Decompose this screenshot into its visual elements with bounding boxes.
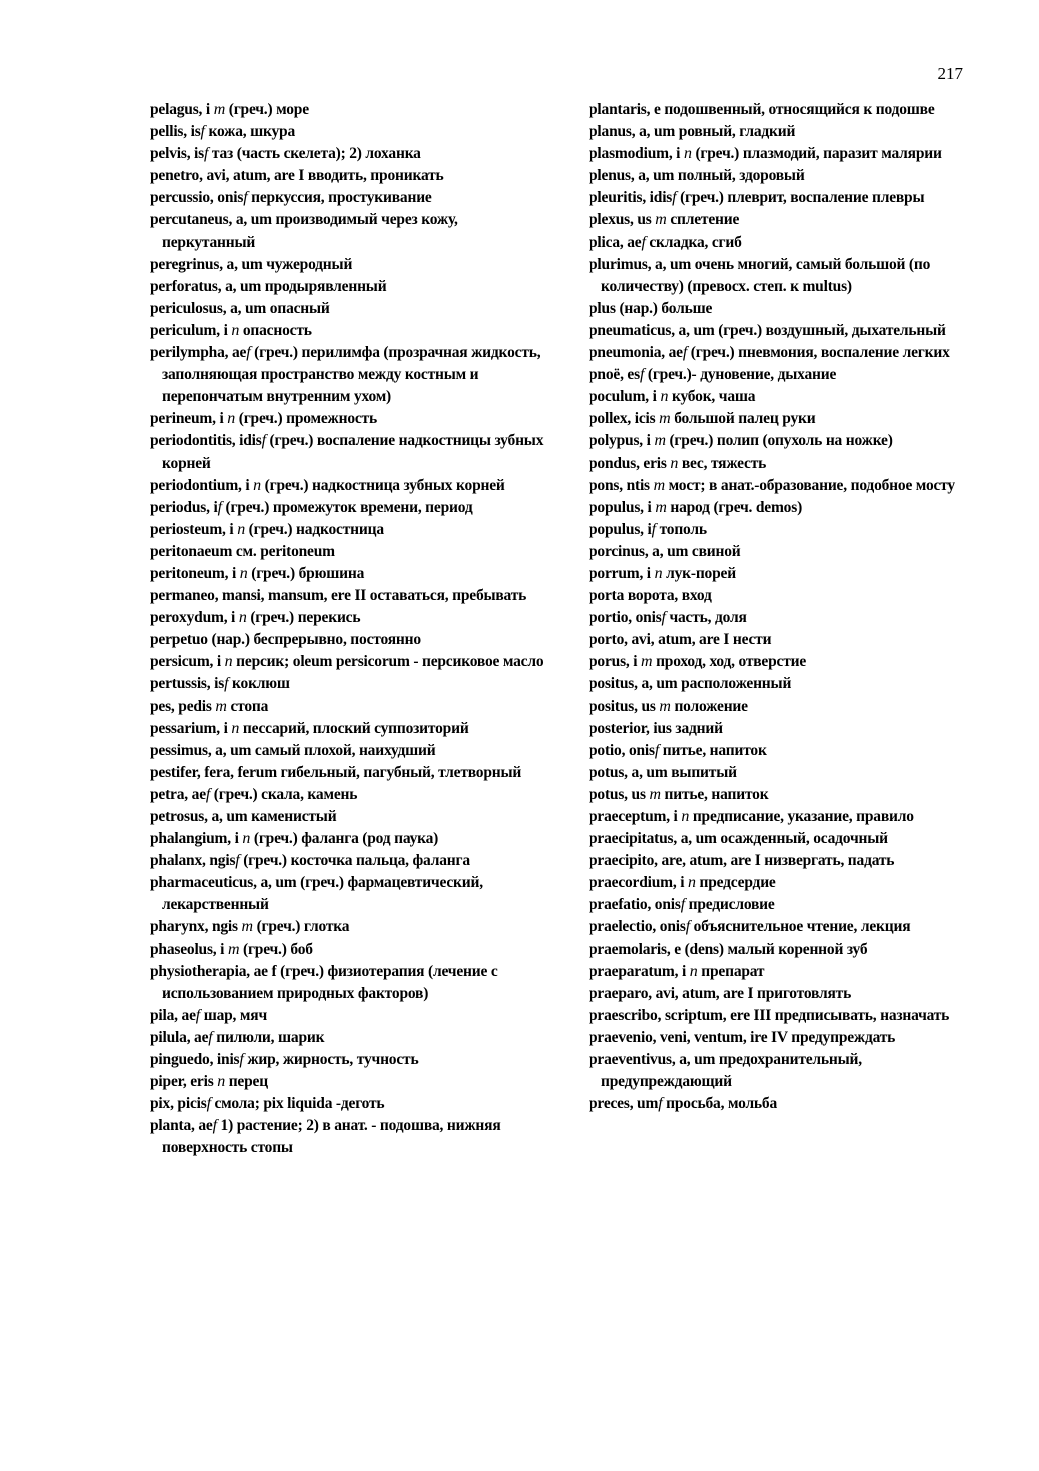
entry-headword: phaseolus, i [150,940,228,958]
entry-gender: f [205,785,211,803]
entry-gender: f [261,432,266,450]
entry-gender: f [208,1028,213,1046]
entry-headword: pharmaceuticus, a, um (греч.) фармацевтический, лекарственный [150,874,483,914]
dictionary-entry [589,651,979,673]
dictionary-entry [150,740,545,762]
dictionary-entry [589,187,979,209]
dictionary-entry [150,1115,545,1159]
entry-gender: n [660,388,669,406]
entry-gender: f [203,145,209,163]
entry-definition: (греч.) перилимфа (прозрачная жидкость, заполняющая пространство между костным и перепончатым внутренним ухом) [162,344,541,406]
entry-gender: m [241,918,253,936]
entry-headword: potus, us [589,785,650,803]
entry-headword: piper, eris [150,1073,218,1091]
dictionary-entry [589,673,979,695]
dictionary-entry [589,364,979,386]
entry-headword: periculosus, a, um опасный [150,299,330,317]
entry-headword: polypus, i [589,432,655,450]
dictionary-entry [589,430,979,452]
entry-headword: peregrinus, a, um чужеродный [150,255,353,273]
entry-definition: опасность [239,321,312,339]
entry-gender: m [654,432,666,450]
entry-definition: положение [670,697,748,715]
dictionary-entry [150,762,545,784]
entry-definition: жир, жирность, тучность [243,1051,419,1069]
dictionary-entry [150,872,545,916]
dictionary-entry [150,541,545,563]
entry-headword: pollex, icis [589,410,660,428]
dictionary-entry [150,342,545,408]
entry-headword: praefatio, onis [589,896,681,914]
entry-definition: смола; pix liquida -деготь [210,1095,385,1113]
dictionary-entry [589,519,979,541]
entry-headword: petra, ae [150,785,206,803]
entry-gender: n [231,321,240,339]
entry-definition: (греч.) фаланга (род паука) [250,830,439,848]
entry-headword: populus, i [589,498,656,516]
entry-headword: pestifer, fera, ferum гибельный, пагубный, тлетворный [150,763,522,781]
entry-definition: (греч.) плазмодий, паразит малярии [691,145,942,163]
dictionary-entry [150,99,545,121]
dictionary-entry [589,232,979,254]
dictionary-entry [150,254,545,276]
entry-definition: (греч.) надкостница зубных корней [260,476,505,494]
entry-definition: (греч.) промежуток времени, период [221,498,473,516]
entry-definition: часть, доля [665,609,747,627]
dictionary-entry [589,939,979,961]
entry-headword: pessimus, a, um самый плохой, наихудший [150,741,436,759]
entry-headword: penetro, avi, atum, are I вводить, проникать [150,167,444,185]
dictionary-entry [150,806,545,828]
entry-headword: praelectio, onis [589,918,686,936]
entry-gender: f [661,609,666,627]
entry-headword: plenus, a, um полный, здоровый [589,167,805,185]
entry-headword: pilula, ae [150,1028,209,1046]
entry-headword: positus, us [589,697,660,715]
dictionary-entry [150,961,545,1005]
entry-headword: phalangium, i [150,830,243,848]
entry-gender: m [215,697,227,715]
entry-headword: phalanx, ngis [150,852,236,870]
entry-headword: peritoneum, i [150,564,240,582]
dictionary-entry [150,187,545,209]
entry-gender: m [227,940,240,958]
entry-headword: periodus, i [150,498,218,516]
dictionary-entry [589,696,979,718]
entry-gender: n [253,476,261,494]
dictionary-entry [589,828,979,850]
entry-definition: таз (часть скелета); 2) лоханка [208,145,421,163]
entry-definition: объяснительное чтение, лекция [689,918,911,936]
entry-definition: (греч.) глотка [252,918,350,936]
entry-headword: periodontium, i [150,476,254,494]
entry-definition: (греч.) скала, камень [210,785,358,803]
dictionary-entry [150,916,545,938]
dictionary-entry [150,850,545,872]
entry-headword: pondus, eris [589,454,671,472]
dictionary-entry [150,121,545,143]
entry-gender: n [242,830,251,848]
entry-gender: f [246,344,251,362]
dictionary-entry [150,1027,545,1049]
entry-definition: коклюш [228,675,290,693]
entry-headword: plasmodium, i [589,145,684,163]
dictionary-entry [589,718,979,740]
entry-gender: m [649,785,661,803]
entry-gender: n [654,564,663,582]
dictionary-entry [589,806,979,828]
entry-definition: вес, тяжесть [678,454,767,472]
entry-headword: plus (нар.) больше [589,299,713,317]
entry-headword: pelvis, is [150,145,204,163]
dictionary-entry [150,939,545,961]
entry-headword: percussio, onis [150,189,244,207]
entry-definition: (греч.) косточка пальца, фаланга [239,852,470,870]
dictionary-entry [150,519,545,541]
entry-headword: praeparatum, i [589,962,690,980]
entry-headword: porrum, i [589,564,655,582]
dictionary-entry [589,961,979,983]
entry-headword: percutaneus, a, um производимый через кожу, перкутанный [150,211,458,251]
entry-headword: permaneo, mansi, mansum, ere II оставаться, пребывать [150,587,527,605]
dictionary-entry [150,673,545,695]
entry-headword: peroxydum, i [150,609,239,627]
entry-headword: pes, pedis [150,697,216,715]
entry-headword: pelagus, i [150,101,214,118]
entry-headword: perilympha, ae [150,344,247,362]
entry-headword: plexus, us [589,211,656,229]
entry-headword: physiotherapia, ae f (греч.) физиотерапия (лечение с использованием природных факторов) [150,962,498,1002]
dictionary-entry [150,696,545,718]
dictionary-entry [589,209,979,231]
dictionary-entry [150,165,545,187]
dictionary-entry [150,607,545,629]
dictionary-entry [150,430,545,474]
entry-definition: пилюли, шарик [212,1028,325,1046]
entry-gender: m [659,410,671,428]
entry-headword: pinguedo, inis [150,1051,240,1069]
entry-headword: periculum, i [150,321,232,339]
entry-headword: porto, avi, atum, are I нести [589,631,772,649]
entry-headword: praescribo, scriptum, ere III предписывать, назначать [589,1006,950,1024]
entry-headword: planus, a, um ровный, гладкий [589,123,796,141]
entry-headword: populus, i [589,520,652,538]
entry-definition: пессарий, плоский суппозиторий [239,719,469,737]
entry-definition: тополь [655,520,707,538]
dictionary-entry [589,497,979,519]
dictionary-entry [589,563,979,585]
entry-headword: pertussis, is [150,675,225,693]
entry-gender: f [195,1006,201,1024]
entry-gender: f [658,1095,663,1113]
entry-definition: складка, сгиб [645,233,742,251]
dictionary-entry [150,629,545,651]
dictionary-entry [589,453,979,475]
entry-definition: (греч.) надкостница [245,520,384,538]
dictionary-entry [150,298,545,320]
entry-headword: perineum, i [150,410,228,428]
dictionary-entry [589,254,979,298]
entry-headword: praeceptum, i [589,808,682,825]
dictionary-entry [150,1093,545,1115]
entry-definition: (греч.) брюшина [247,564,365,582]
entry-headword: pons, ntis [589,476,654,494]
dictionary-entry [150,585,545,607]
dictionary-entry [150,408,545,430]
dictionary-entry [150,209,545,253]
entry-headword: periodontitis, idis [150,432,262,450]
dictionary-entry [589,629,979,651]
dictionary-entry [589,541,979,563]
entry-headword: pessarium, i [150,719,232,737]
entry-definition: сплетение [666,211,740,229]
entry-headword: porus, i [589,653,642,671]
entry-headword: pneumonia, ae [589,344,683,362]
entry-gender: f [685,918,690,936]
entry-definition: проход, ход, отверстие [652,653,807,671]
entry-gender: n [231,719,240,737]
dictionary-entry [150,718,545,740]
entry-headword: plurimus, a, um очень многий, самый большой (по количеству) (превосх. степ. к multus) [589,255,931,295]
dictionary-entry [150,784,545,806]
entry-definition: шар, мяч [200,1006,267,1024]
entry-headword: poculum, i [589,388,661,406]
entry-definition: мост; в анат.-образование, подобное мосту [664,476,955,494]
entry-definition: питье, напиток [659,741,767,759]
entry-gender: m [641,653,653,671]
entry-gender: f [654,741,660,759]
entry-headword: praeparo, avi, atum, are I приготовлять [589,984,852,1002]
dictionary-entry [589,99,979,121]
entry-headword: peritonaeum см. peritoneum [150,542,335,560]
dictionary-entry [589,121,979,143]
entry-gender: f [680,896,685,914]
entry-gender: f [651,520,656,538]
entry-headword: porta ворота, вход [589,587,712,605]
entry-gender: n [689,962,698,980]
dictionary-entry [150,497,545,519]
entry-definition: (греч.) боб [239,940,313,958]
entry-definition: лук-порей [662,564,736,582]
entry-headword: porcinus, a, um свиной [589,542,741,560]
dictionary-entry [589,784,979,806]
dictionary-entry [589,1005,979,1027]
entry-gender: n [683,145,692,163]
entry-definition: (греч.) море [225,101,309,118]
entry-definition: персик; oleum persicorum - персиковое масло [232,653,544,671]
entry-gender: f [224,675,229,693]
entry-gender: f [212,1117,217,1135]
entry-headword: potus, a, um выпитый [589,763,737,781]
entry-headword: planta, ae [150,1117,213,1135]
entry-definition: предсердие [695,874,776,892]
dictionary-entry [150,563,545,585]
entry-gender: n [227,410,236,428]
dictionary-entry [150,1005,545,1027]
entry-gender: f [200,123,205,141]
page-number: 217 [937,64,963,83]
entry-headword: plica, ae [589,233,642,251]
dictionary-entry [589,475,979,497]
entry-definition: (греч.)- дуновение, дыхание [644,366,837,384]
entry-gender: m [659,697,671,715]
entry-definition: (греч.) полип (опухоль на ножке) [665,432,893,450]
entry-headword: periosteum, i [150,520,238,538]
entry-gender: f [682,344,688,362]
dictionary-column-left [150,99,545,1160]
entry-gender: n [670,454,679,472]
dictionary-entry [589,894,979,916]
entry-headword: posterior, ius задний [589,719,723,737]
dictionary-entry [589,983,979,1005]
entry-gender: m [213,101,226,118]
entry-gender: f [639,366,645,384]
entry-gender: n [217,1073,226,1091]
dictionary-entry [589,762,979,784]
entry-definition: препарат [697,962,765,980]
entry-gender: n [237,520,245,538]
entry-gender: f [217,498,222,516]
entry-gender: n [239,564,248,582]
dictionary-entry [589,872,979,894]
entry-headword: portio, onis [589,609,662,627]
entry-headword: pneumaticus, a, um (греч.) воздушный, дыхательный [589,321,946,339]
entry-gender: n [224,653,233,671]
dictionary-entry [589,916,979,938]
entry-definition: (греч.) перекись [246,609,361,627]
entry-headword: pellis, is [150,123,201,141]
entry-definition: питье, напиток [660,785,769,803]
entry-definition: большой палец руки [670,410,816,428]
entry-headword: pila, ae [150,1006,196,1024]
dictionary-entry [589,342,979,364]
entry-definition: кубок, чаша [668,388,756,406]
entry-headword: pnoё, es [589,366,640,384]
entry-headword: pleuritis, idis [589,189,673,207]
dictionary-entry [150,320,545,342]
dictionary-entry [150,651,545,673]
dictionary-entry [589,607,979,629]
entry-headword: pharynx, ngis [150,918,242,936]
entry-definition: перец [225,1073,268,1091]
dictionary-entry [589,320,979,342]
dictionary-entry [150,1049,545,1071]
dictionary-entry [150,828,545,850]
entry-headword: praevenio, veni, ventum, ire IV предупреждать [589,1028,896,1046]
entry-gender: n [688,874,696,892]
dictionary-entry [589,1049,979,1093]
entry-headword: praeventivus, a, um предохранительный, предупреждающий [589,1051,862,1091]
entry-gender: f [243,189,248,207]
entry-headword: praecipito, are, atum, are I низвергать, падать [589,852,895,870]
entry-definition: 1) растение; 2) в анат. - подошва, нижняя поверхность стопы [162,1117,501,1157]
dictionary-entry [589,585,979,607]
entry-headword: plantaris, e подошвенный, относящийся к подошве [589,101,935,118]
entry-headword: petrosus, a, um каменистый [150,808,337,825]
entry-gender: f [206,1095,211,1113]
dictionary-entry [589,386,979,408]
entry-gender: n [681,808,690,825]
entry-gender: f [239,1051,244,1069]
dictionary-entry [589,740,979,762]
entry-gender: f [235,852,240,870]
entry-gender: n [238,609,247,627]
dictionary-entry [150,1071,545,1093]
entry-gender: m [655,498,667,516]
entry-gender: m [655,211,667,229]
entry-definition: народ (греч. demos) [666,498,803,516]
entry-headword: praemolaris, e (dens) малый коренной зуб [589,940,868,958]
entry-headword: praecipitatus, a, um осажденный, осадочный [589,830,888,848]
entry-gender: m [653,476,665,494]
entry-headword: praecordium, i [589,874,689,892]
dictionary-entry [150,143,545,165]
entry-definition: кожа, шкура [204,123,296,141]
entry-headword: pix, picis [150,1095,207,1113]
dictionary-column-right [589,99,979,1115]
dictionary-entry [589,408,979,430]
entry-definition: (греч.) пневмония, воспаление легких [687,344,950,362]
dictionary-entry [589,298,979,320]
entry-gender: f [641,233,646,251]
entry-definition: стопа [226,697,269,715]
entry-headword: preces, um [589,1095,659,1113]
entry-definition: просьба, мольба [662,1095,778,1113]
entry-headword: potio, onis [589,741,655,759]
entry-definition: перкуссия, простукивание [247,189,432,207]
entry-definition: предисловие [684,896,775,914]
entry-headword: positus, a, um расположенный [589,675,792,693]
entry-headword: perforatus, a, um продырявленный [150,277,387,295]
dictionary-entry [150,475,545,497]
entry-headword: perpetuo (нар.) беспрерывно, постоянно [150,631,421,649]
entry-definition: (греч.) воспаление надкостницы зубных корней [162,432,544,472]
dictionary-entry [589,143,979,165]
entry-gender: f [672,189,677,207]
dictionary-entry [589,850,979,872]
dictionary-entry [589,165,979,187]
entry-definition: (греч.) плеврит, воспаление плевры [676,189,925,207]
entry-definition: предписание, указание, правило [689,808,914,825]
dictionary-entry [589,1093,979,1115]
entry-definition: (греч.) промежность [235,410,377,428]
entry-headword: persicum, i [150,653,225,671]
dictionary-entry [589,1027,979,1049]
dictionary-entry [150,276,545,298]
